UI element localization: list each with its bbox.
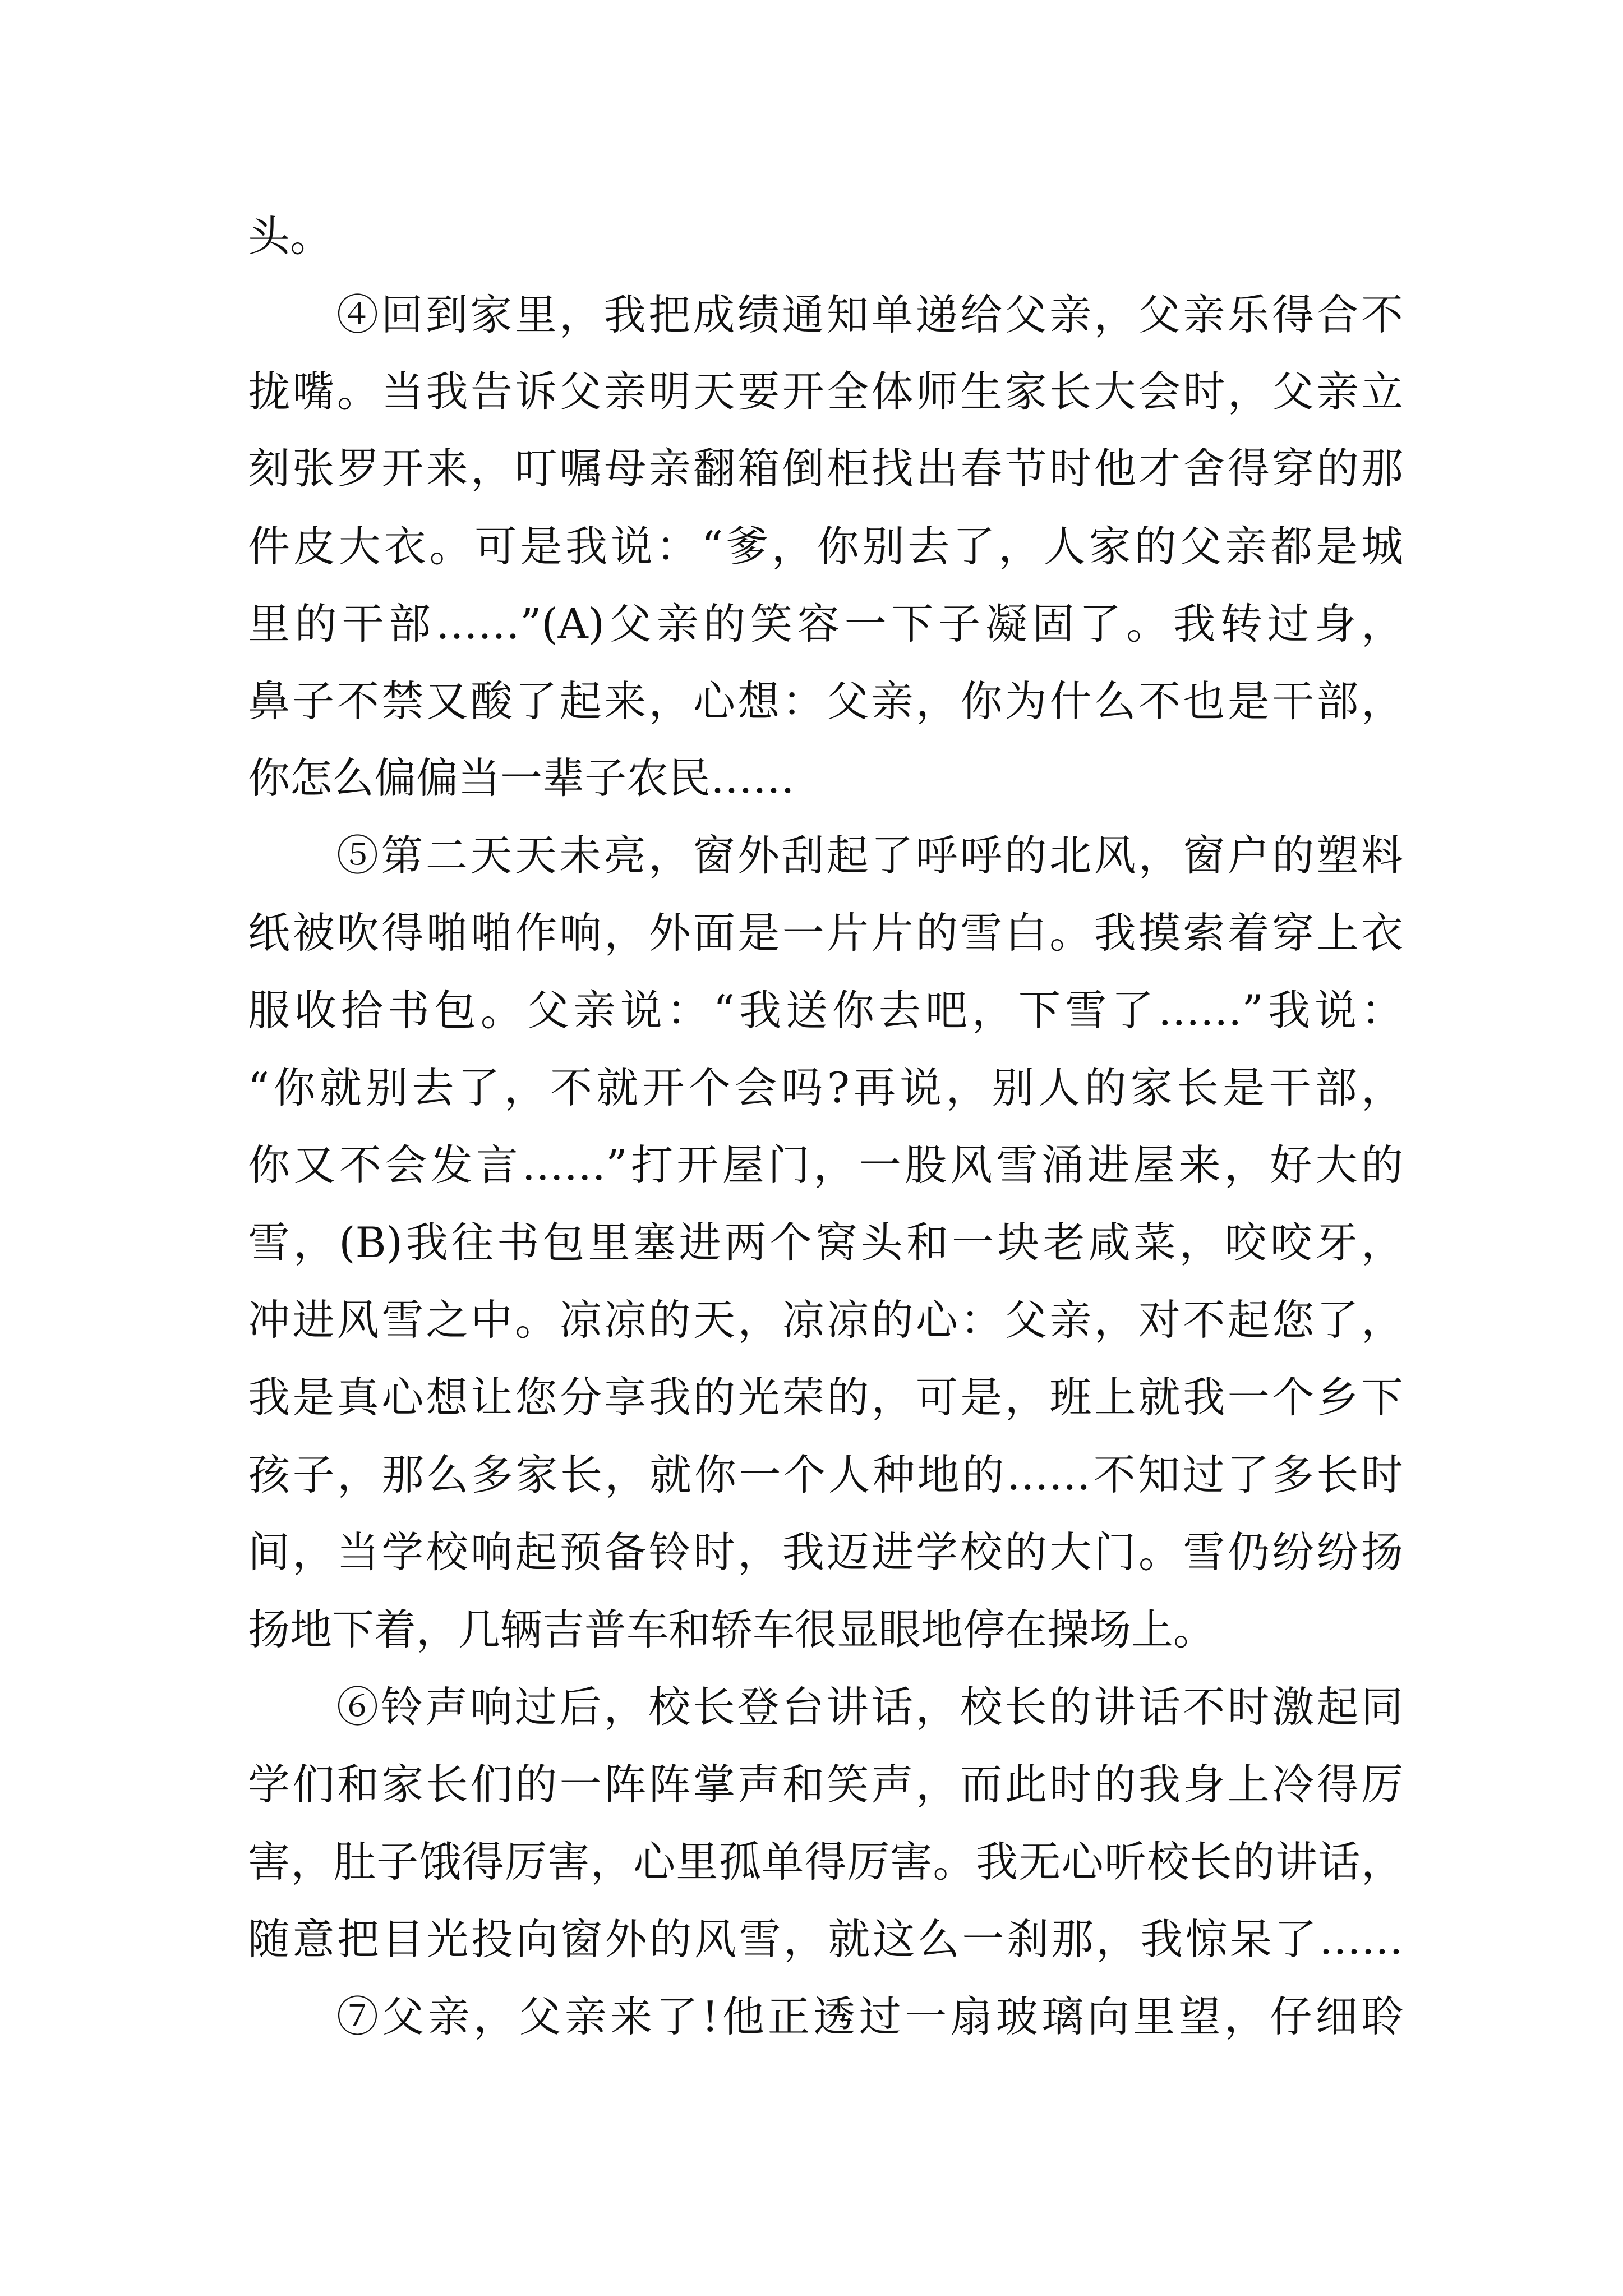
text-line: 我是真心想让您分享我的光荣的，可是，班上就我一个乡下 xyxy=(248,1373,1403,1422)
text-line: 冲进风雪之中。凉凉的天，凉凉的心：父亲，对不起您了， xyxy=(248,1295,1403,1345)
text-line: 件皮大衣。可是我说：“爹，你别去了，人家的父亲都是城 xyxy=(248,522,1403,571)
text-line: 学们和家长们的一阵阵掌声和笑声，而此时的我身上冷得厉 xyxy=(248,1760,1403,1809)
text-line: “你就别去了，不就开个会吗?再说，别人的家长是干部， xyxy=(248,1063,1403,1112)
text-line: 孩子，那么多家长，就你一个人种地的……不知过了多长时 xyxy=(248,1450,1403,1499)
paragraph-7-start: ⑦父亲，父亲来了!他正透过一扇玻璃向里望，仔细聆 xyxy=(336,1992,1403,2041)
text-line: 服收拾书包。父亲说：“我送你去吧，下雪了……”我说： xyxy=(248,986,1403,1035)
text-line: 间，当学校响起预备铃时，我迈进学校的大门。雪仍纷纷扬 xyxy=(248,1527,1403,1577)
text-line: 你怎么偏偏当一辈子农民…… xyxy=(248,753,795,803)
text-line: 里的干部……”(A)父亲的笑容一下子凝固了。我转过身， xyxy=(248,599,1403,648)
text-line: 扬地下着，几辆吉普车和轿车很显眼地停在操场上。 xyxy=(248,1605,1216,1654)
paragraph-4-start: ④回到家里，我把成绩通知单递给父亲，父亲乐得合不 xyxy=(336,290,1403,339)
paragraph-6-start: ⑥铃声响过后，校长登台讲话，校长的讲话不时激起同 xyxy=(336,1682,1403,1732)
text-line: 鼻子不禁又酸了起来，心想：父亲，你为什么不也是干部， xyxy=(248,677,1403,726)
text-line: 拢嘴。当我告诉父亲明天要开全体师生家长大会时，父亲立 xyxy=(248,367,1403,416)
text-line: 纸被吹得啪啪作响，外面是一片片的雪白。我摸索着穿上衣 xyxy=(248,908,1403,958)
text-line: 头。 xyxy=(248,211,333,261)
paragraph-5-start: ⑤第二天天未亮，窗外刮起了呼呼的北风，窗户的塑料 xyxy=(336,831,1403,880)
text-line: 你又不会发言……”打开屋门，一股风雪涌进屋来，好大的 xyxy=(248,1140,1403,1190)
text-line: 刻张罗开来，叮嘱母亲翻箱倒柜找出春节时他才舍得穿的那 xyxy=(248,444,1403,493)
text-line: 雪，(B)我往书包里塞进两个窝头和一块老咸菜，咬咬牙， xyxy=(248,1218,1403,1267)
text-line: 随意把目光投向窗外的风雪，就这么一刹那，我惊呆了…… xyxy=(248,1915,1403,1964)
text-line: 害，肚子饿得厉害，心里孤单得厉害。我无心听校长的讲话， xyxy=(248,1837,1403,1887)
